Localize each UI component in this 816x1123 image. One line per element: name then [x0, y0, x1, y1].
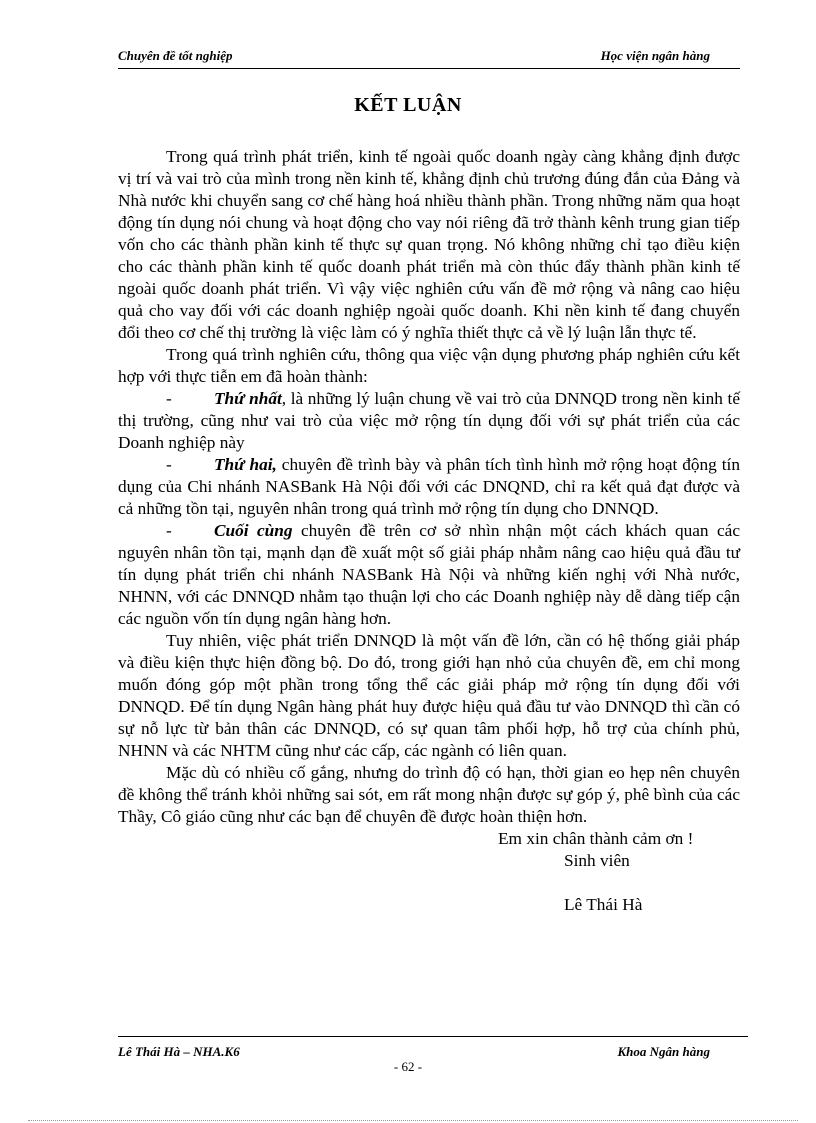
bullet-term: Cuối cùng	[214, 521, 293, 540]
bullet-dash: -	[166, 455, 172, 474]
footer-left: Lê Thái Hà – NHA.K6	[118, 1044, 240, 1059]
paragraph-intro: Trong quá trình phát triển, kinh tế ngoài quốc doanh ngày càng khẳng định được vị trí và vai trò của mình trong nền kinh tế, khẳng định chủ trương đúng đắn của Đảng và Nhà nước khi chuyển sang cơ chế hàng hoá nhiều thành phần. Trong những năm qua hoạt động tín dụng nói chung và hoạt động cho vay nói riêng đã trở thành kênh trung gian tiếp vốn cho các thành phần kinh tế thực sự quan trọng. Nó không những chỉ tạo điều kiện cho các thành phần kinh tế quốc doanh phát triển mà còn thúc đẩy thành phần kinh tế ngoài quốc doanh phát triển. Vì vậy việc nghiên cứu vấn đề mở rộng và nâng cao hiệu quả cho vay đối với các doanh nghiệp ngoài quốc doanh. Khi nền kinh tế đang chuyển đổi theo cơ chế thị trường là việc làm có ý nghĩa thiết thực cả về lý luận lẫn thực tế.	[118, 147, 740, 342]
page-number: - 62 -	[393, 1059, 423, 1074]
footer-right: Khoa Ngân hàng	[617, 1044, 710, 1059]
bullet-first	[118, 388, 740, 454]
page-bottom-border	[28, 1120, 798, 1121]
bullet-term: Thứ nhất	[214, 389, 282, 408]
footer-divider	[118, 1036, 748, 1037]
paragraph-research: Trong quá trình nghiên cứu, thông qua việc vận dụng phương pháp nghiên cứu kết hợp với thực tiễn em đã hoàn thành:	[118, 345, 740, 386]
paragraph-however: Tuy nhiên, việc phát triển DNNQD là một vấn đề lớn, cần có hệ thống giải pháp và điều kiện thực hiện đồng bộ. Do đó, trong giới hạn nhỏ của chuyên đề, em chỉ mong muốn đóng góp một phần trong tổng thể các giải pháp mở rộng tín dụng đối với DNNQD. Để tín dụng Ngân hàng phát huy được hiệu quả đầu tư vào DNNQD thì cần có sự nỗ lực từ bản thân các DNNQD, có sự quan tâm phối hợp, hỗ trợ của chính phủ, NHNN và các NHTM cũng như các cấp, các ngành có liên quan.	[118, 631, 740, 760]
page-title: KẾT LUẬN	[354, 94, 462, 116]
bullet-dash: -	[166, 389, 172, 408]
document-body	[118, 146, 740, 916]
page-header	[118, 48, 740, 69]
paragraph-closing: Mặc dù có nhiều cố gắng, nhưng do trình độ có hạn, thời gian eo hẹp nên chuyên đề không thể tránh khỏi những sai sót, em rất mong nhận được sự góp ý, phê bình của các Thầy, Cô giáo cũng như các bạn để chuyên đề được hoàn thiện hơn.	[118, 763, 740, 826]
header-left: Chuyên đề tốt nghiệp	[118, 48, 233, 63]
signature-role: Sinh viên	[564, 851, 630, 870]
signature-thanks: Em xin chân thành cảm ơn !	[498, 829, 694, 848]
bullet-second	[118, 454, 740, 520]
bullet-text: chuyên đề trình bày và phân tích tình hình mở rộng hoạt động tín dụng của Chi nhánh NASBank Hà Nội đối với các DNQND, chỉ ra kết quả đạt được và cả những tồn tại, nguyên nhân trong quá trình mở rộng tín dụng cho DNNQD.	[118, 455, 741, 518]
header-right: Học viện ngân hàng	[600, 48, 710, 63]
bullet-dash: -	[166, 521, 172, 540]
bullet-text: chuyên đề trên cơ sở nhìn nhận một cách khách quan các nguyên nhân tồn tại, mạnh dạn đề xuất một số giải pháp nhằm nâng cao hiệu quả đầu tư tín dụng phát triển chi nhánh NASBank Hà Nội và những kiến nghị với Nhà nước, NHNN, với các DNNQD nhằm tạo thuận lợi cho các Doanh nghiệp này dễ dàng tiếp cận các nguồn vốn tín dụng ngân hàng hơn.	[118, 521, 740, 628]
bullet-term: Thứ hai,	[214, 455, 277, 474]
bullet-third	[118, 520, 740, 630]
signature-name: Lê Thái Hà	[564, 895, 643, 914]
bullet-text: , là những lý luận chung về vai trò của DNNQD trong nền kinh tế thị trường, cũng như vai trò của việc mở rộng tín dụng đối với sự phát triển của các Doanh nghiệp này	[118, 389, 740, 452]
